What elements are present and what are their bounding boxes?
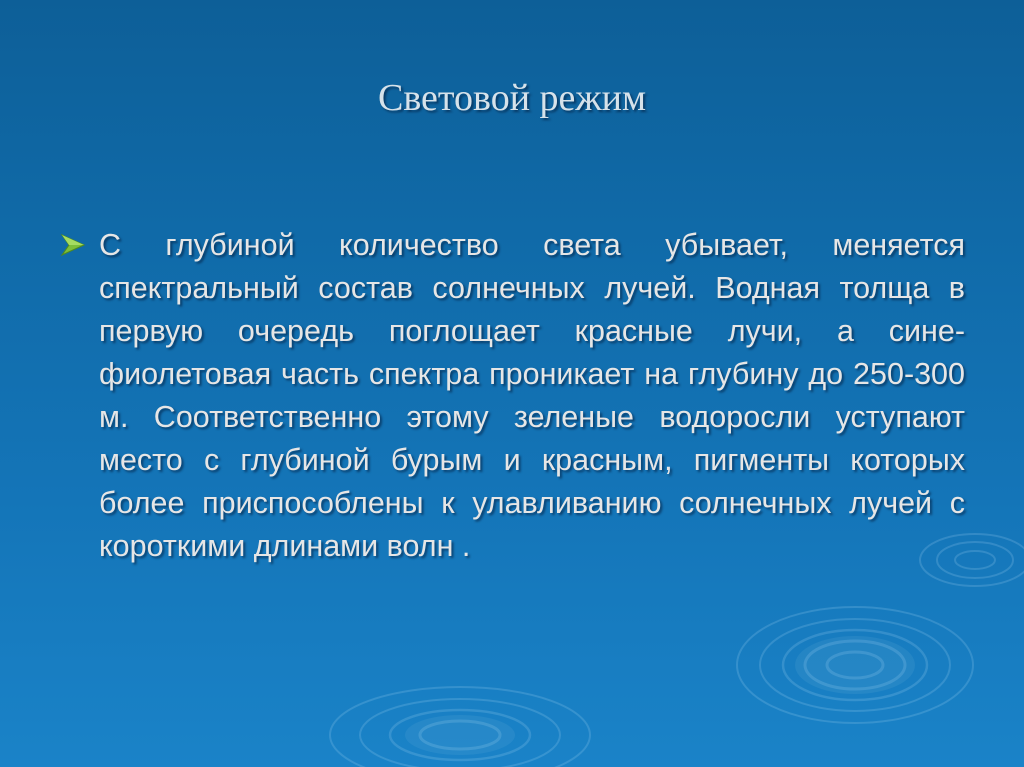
green-arrowhead-icon: [60, 234, 86, 256]
bullet-text: С глубиной количество света убывает, меняется спектральный состав солнечных лучей. Водная толща в первую очередь поглощает красные лучи, а сине-фиолетовая часть спектра проникает на глубину до 250-300 м. Соответственно этому зеленые водоросли уступают место с глубиной бурым и красным, пигменты которых более приспособлены к улавливанию солнечных лучей с короткими длинами волн .: [99, 228, 965, 563]
slide-title: Световой режим: [377, 77, 647, 119]
